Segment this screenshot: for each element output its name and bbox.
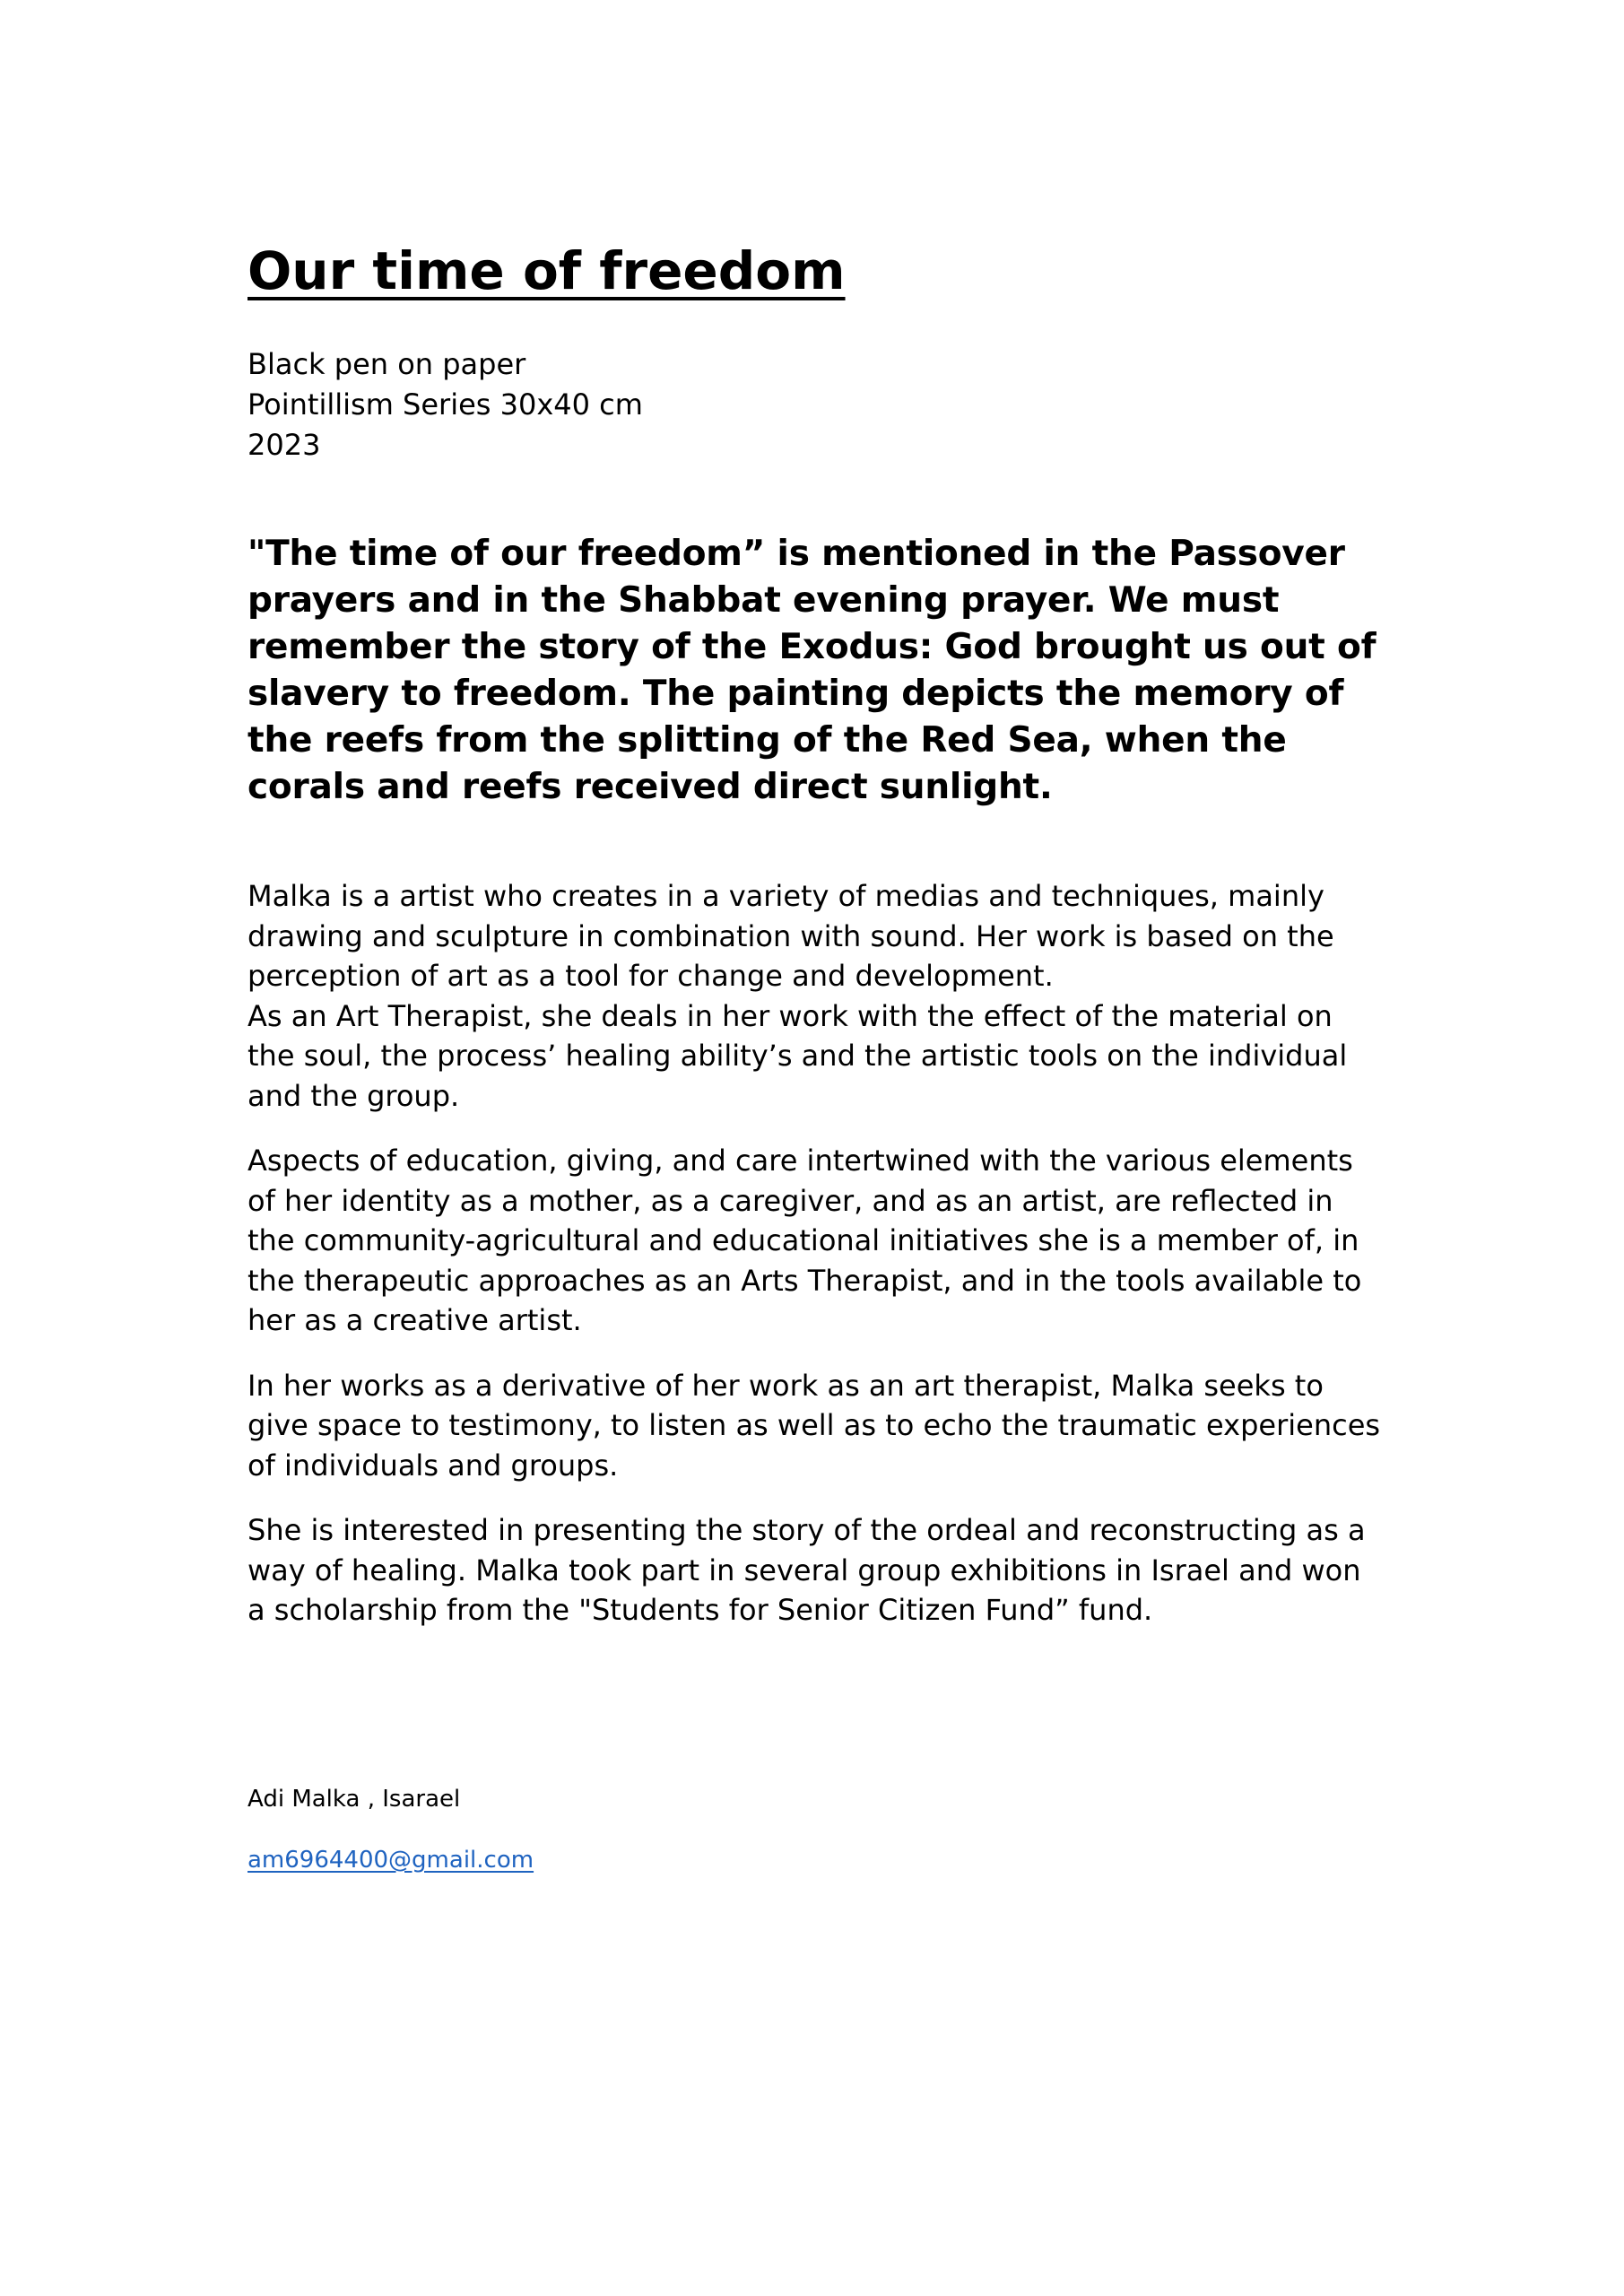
bio-paragraph: [248, 1366, 1413, 1486]
artwork-year: 2023: [248, 428, 321, 462]
bio-line: the therapeutic approaches as an Arts Therapist, and in the tools available to: [248, 1263, 1362, 1298]
bio-line: of her identity as a mother, as a caregiver, and as an artist, are reflected in: [248, 1183, 1333, 1218]
bio-paragraph: [248, 1141, 1413, 1341]
bio-line: the soul, the process’ healing ability’s and the artistic tools on the individual: [248, 1039, 1348, 1073]
bio-line: the community-agricultural and educational initiatives she is a member of, in: [248, 1223, 1359, 1257]
bio-line: of individuals and groups.: [248, 1448, 619, 1483]
bio-line: In her works as a derivative of her work as an art therapist, Malka seeks to: [248, 1368, 1324, 1403]
artwork-series-size: Pointillism Series 30x40 cm: [248, 387, 643, 422]
bio-line: a scholarship from the "Students for Senior Citizen Fund” fund.: [248, 1593, 1153, 1627]
artwork-medium: Black pen on paper: [248, 347, 526, 381]
artist-bio: [248, 876, 1413, 1631]
bio-line: perception of art as a tool for change and development.: [248, 959, 1054, 993]
statement-line: remember the story of the Exodus: God brought us out of: [248, 627, 1376, 667]
statement-line: slavery to freedom. The painting depicts the memory of: [248, 674, 1344, 714]
email-link[interactable]: am6964400@gmail.com: [248, 1847, 534, 1874]
statement-line: prayers and in the Shabbat evening prayer. We must: [248, 580, 1280, 621]
artist-name-location: Adi Malka , Isarael: [248, 1786, 461, 1813]
statement-line: the reefs from the splitting of the Red Sea, when the: [248, 720, 1287, 761]
contact-block: [248, 1781, 534, 1878]
artwork-details: [248, 344, 1413, 465]
document-body: [248, 235, 1413, 1656]
artwork-statement: [248, 531, 1413, 811]
bio-line: Aspects of education, giving, and care intertwined with the various elements: [248, 1144, 1353, 1178]
bio-line: her as a creative artist.: [248, 1303, 582, 1337]
bio-line: drawing and sculpture in combination with sound. Her work is based on the: [248, 918, 1334, 953]
bio-paragraph: [248, 876, 1413, 1116]
bio-line: Malka is a artist who creates in a variety of medias and techniques, mainly: [248, 879, 1324, 913]
statement-line: "The time of our freedom” is mentioned in the Passover: [248, 534, 1345, 574]
bio-line: She is interested in presenting the story of the ordeal and reconstructing as a: [248, 1513, 1366, 1547]
bio-line: As an Art Therapist, she deals in her work with the effect of the material on: [248, 998, 1333, 1033]
document-title: Our time of freedom: [248, 240, 846, 301]
bio-line: and the group.: [248, 1078, 460, 1113]
bio-line: way of healing. Malka took part in several group exhibitions in Israel and won: [248, 1552, 1361, 1587]
bio-line: give space to testimony, to listen as well as to echo the traumatic experiences: [248, 1408, 1381, 1442]
statement-line: corals and reefs received direct sunlight.: [248, 767, 1053, 807]
bio-paragraph: [248, 1510, 1413, 1631]
